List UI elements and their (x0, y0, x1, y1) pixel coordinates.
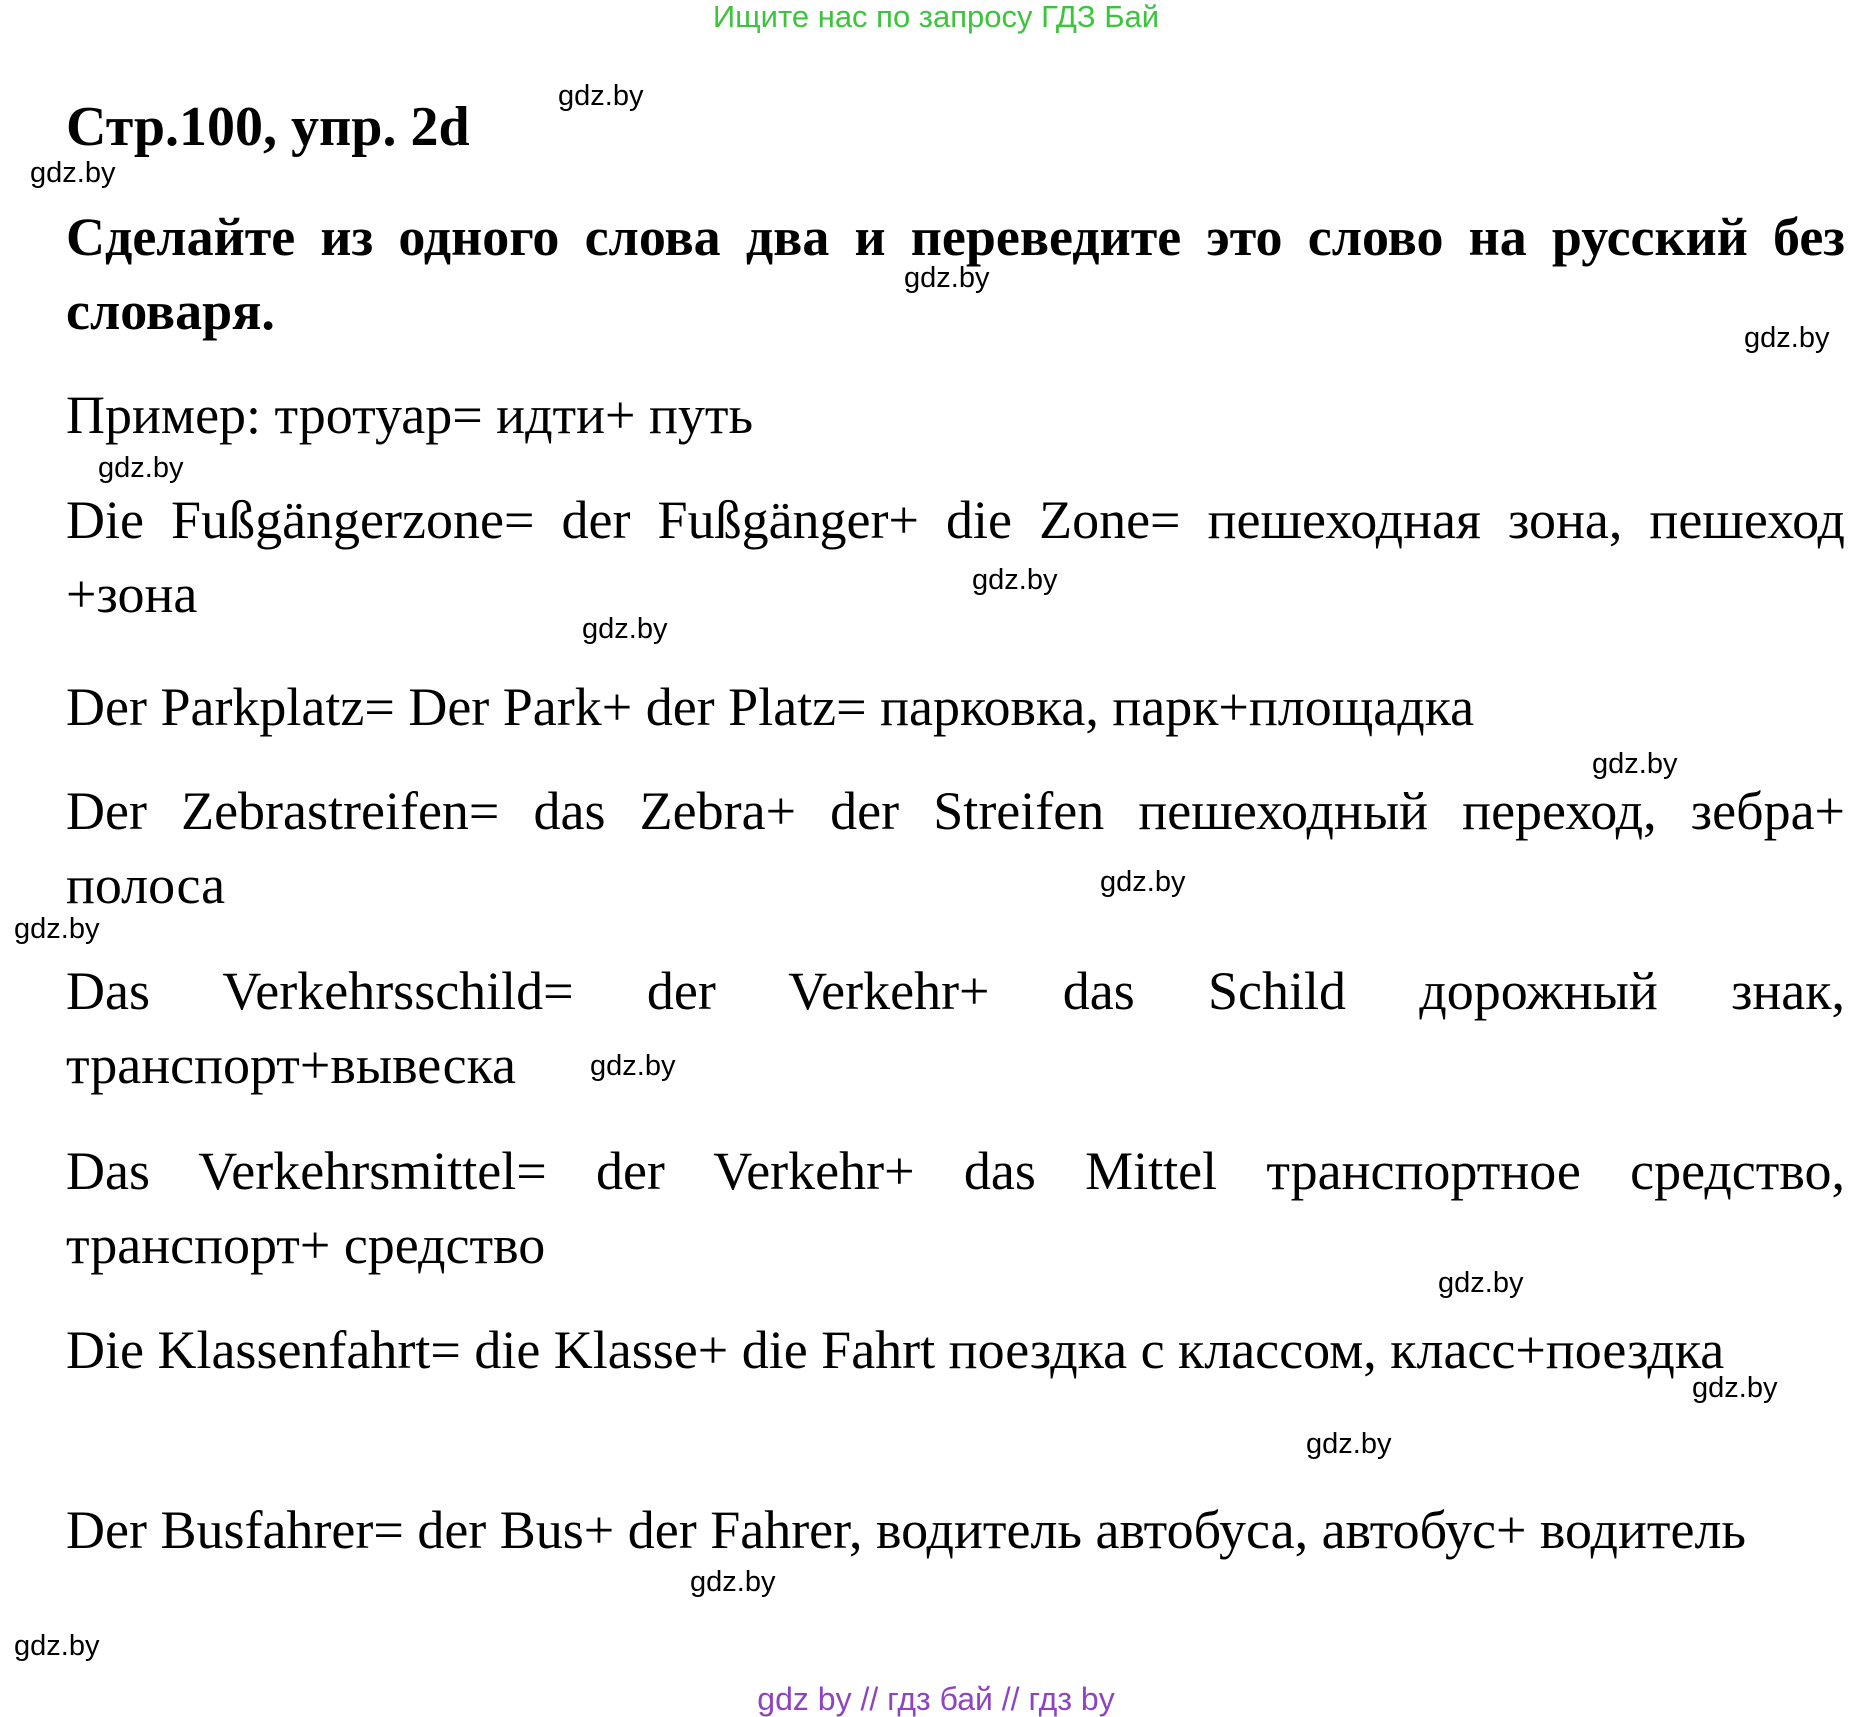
watermark: gdz.by (582, 613, 668, 645)
watermark: gdz.by (590, 1050, 676, 1082)
watermark: gdz.by (690, 1566, 776, 1598)
watermark: gdz.by (904, 262, 990, 294)
page-title: Стр.100, упр. 2d (66, 96, 470, 158)
watermark: gdz.by (972, 564, 1058, 596)
example-line: Пример: тротуар= идти+ путь (66, 385, 754, 445)
watermark: gdz.by (14, 913, 100, 945)
entry-fussgaengerzone: Die Fußgängerzone= der Fußgänger+ die Zone= пешеходная зона, пешеход +зона (66, 490, 1845, 624)
watermark: gdz.by (1744, 322, 1830, 354)
watermark: gdz.by (1592, 748, 1678, 780)
watermark: gdz.by (30, 157, 116, 189)
watermark: gdz.by (1100, 866, 1186, 898)
exercise-instruction: Сделайте из одного слова два и переведите это слово на русский без словаря. (66, 207, 1845, 341)
entry-parkplatz: Der Parkplatz= Der Park+ der Platz= парковка, парк+площадка (66, 677, 1475, 737)
watermark: gdz.by (1692, 1372, 1778, 1404)
top-banner: Ищите нас по запросу ГДЗ Бай (712, 0, 1160, 34)
entry-verkehrsschild: Das Verkehrsschild= der Verkehr+ das Schild дорожный знак, транспорт+вывеска (66, 961, 1845, 1095)
watermark: gdz.by (1306, 1428, 1392, 1460)
entry-verkehrsmittel: Das Verkehrsmittel= der Verkehr+ das Mittel транспортное средство, транспорт+ средство (66, 1141, 1845, 1275)
entry-busfahrer: Der Busfahrer= der Bus+ der Fahrer, водитель автобуса, автобус+ водитель (66, 1500, 1747, 1560)
watermark: gdz.by (98, 452, 184, 484)
watermark: gdz.by (14, 1630, 100, 1662)
watermark: gdz.by (1438, 1267, 1524, 1299)
entry-klassenfahrt: Die Klassenfahrt= die Klasse+ die Fahrt поездка с классом, класс+поездка (66, 1320, 1725, 1380)
entry-zebrastreifen: Der Zebrastreifen= das Zebra+ der Streifen пешеходный переход, зебра+ полоса (66, 781, 1845, 915)
watermark: gdz.by (558, 80, 644, 112)
footer-watermark: gdz by // гдз бай // гдз by (757, 1681, 1115, 1717)
